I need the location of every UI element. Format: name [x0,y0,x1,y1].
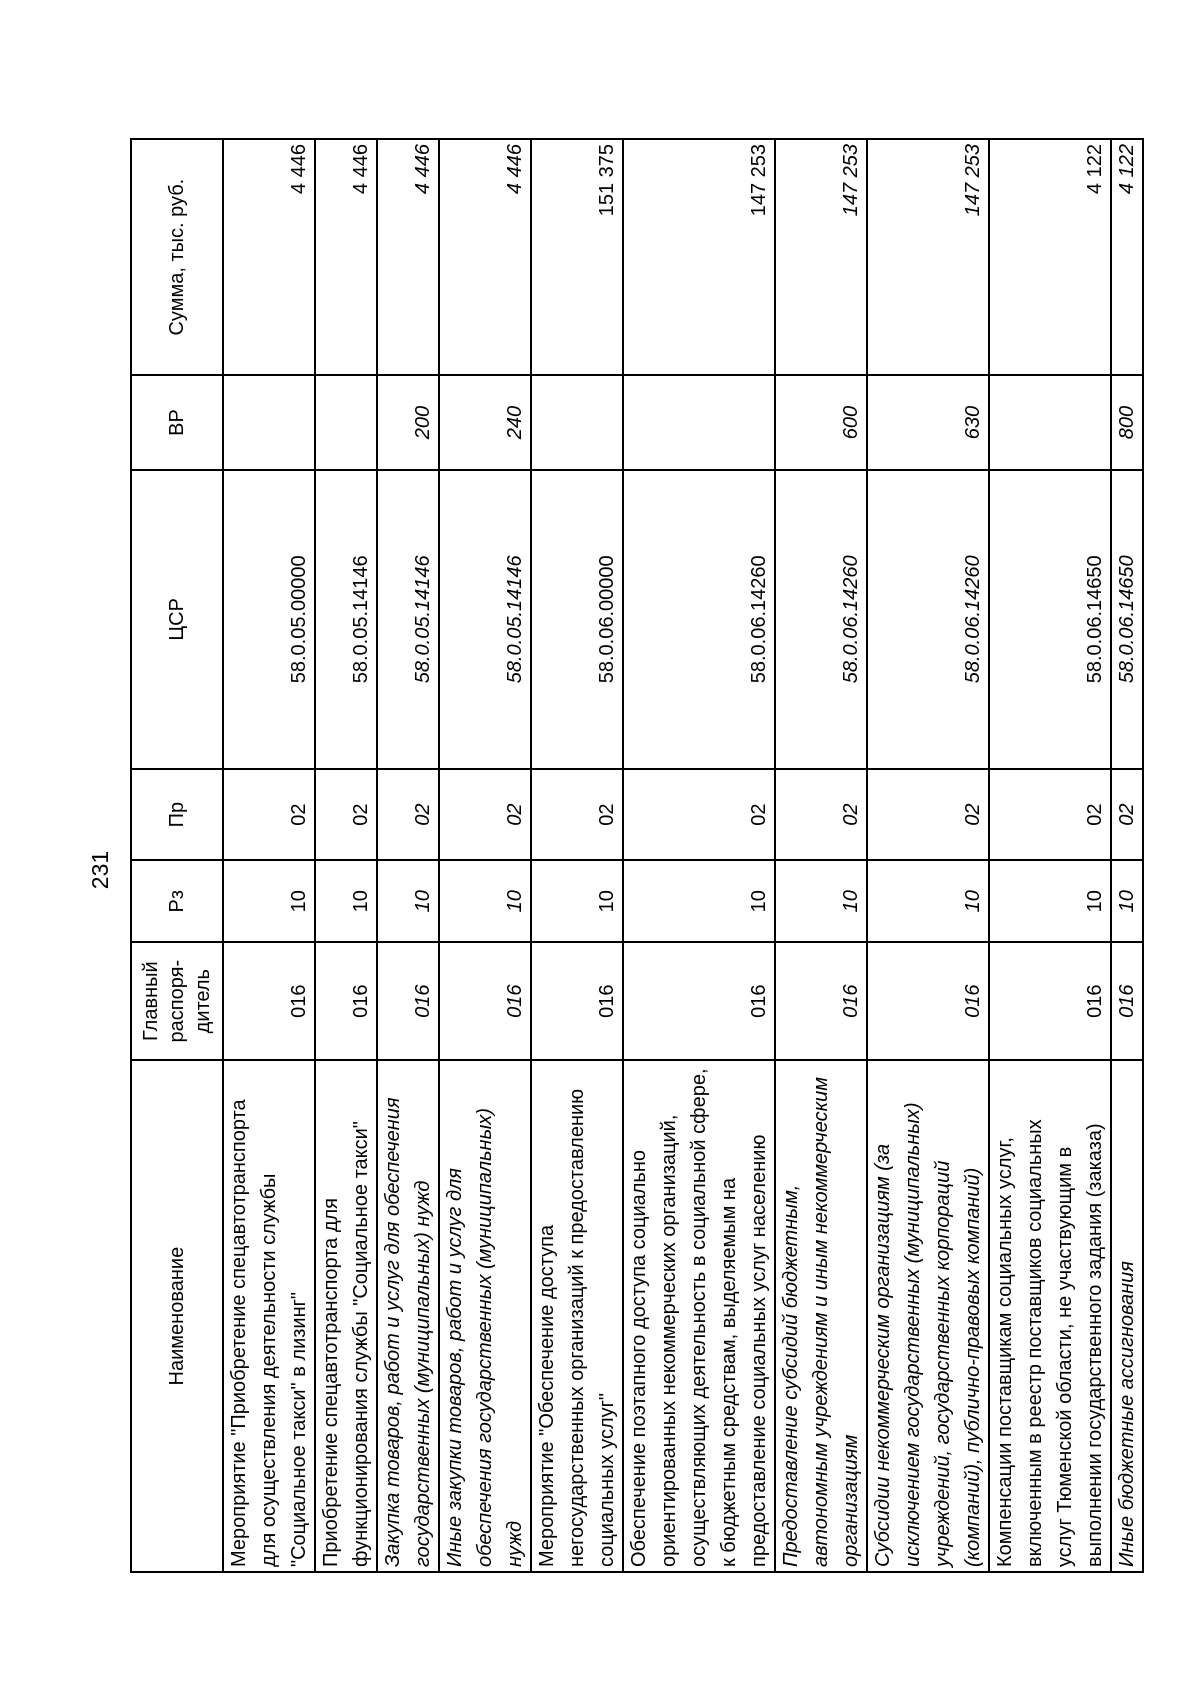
row-csr-cell: 58.0.06.14650 [1111,470,1143,769]
row-rz-cell: 10 [775,860,867,942]
row-rz-cell: 10 [439,860,531,942]
row-vr-cell [223,375,315,469]
header-vr: ВР [131,375,223,469]
row-gr-cell: 016 [439,942,531,1060]
table-row [377,139,439,1572]
row-name-cell: Субсидии некоммерческим организациям (за исключением государственных (муниципальных) учреждений, государственных корпораций (компаний), публично-правовых компаний) [867,1060,989,1572]
row-vr-cell: 630 [867,375,989,469]
table-row [623,139,775,1572]
table-row [1111,139,1143,1572]
page-number: 231 [87,850,113,890]
row-name-cell: Приобретение спецавтотранспорта для функционирования службы "Социальное такси" [315,1060,377,1572]
row-sum-cell: 147 253 [623,139,775,375]
row-csr-cell: 58.0.06.14650 [989,470,1111,769]
row-rz-cell: 10 [989,860,1111,942]
row-vr-cell: 800 [1111,375,1143,469]
row-gr-cell: 016 [377,942,439,1060]
row-csr-cell: 58.0.05.00000 [223,470,315,769]
row-sum-cell: 4 446 [315,139,377,375]
header-gr: Главный распоря-дитель [131,942,223,1060]
row-pr-cell: 02 [775,769,867,860]
row-rz-cell: 10 [1111,860,1143,942]
row-sum-cell: 147 253 [775,139,867,375]
row-name-cell: Мероприятие "Приобретение спецавтотранспорта для осуществления деятельности службы "Социальное такси" в лизинг" [223,1060,315,1572]
budget-table [130,138,1144,1573]
row-rz-cell: 10 [623,860,775,942]
row-sum-cell: 4 446 [439,139,531,375]
row-sum-cell: 151 375 [531,139,623,375]
row-gr-cell: 016 [1111,942,1143,1060]
row-rz-cell: 10 [531,860,623,942]
row-name-cell: Мероприятие "Обеспечение доступа негосударственных организаций к предоставлению социальных услуг" [531,1060,623,1572]
row-rz-cell: 10 [377,860,439,942]
row-gr-cell: 016 [989,942,1111,1060]
row-rz-cell: 10 [223,860,315,942]
row-gr-cell: 016 [531,942,623,1060]
row-pr-cell: 02 [531,769,623,860]
row-gr-cell: 016 [223,942,315,1060]
row-vr-cell [623,375,775,469]
row-name-cell: Иные бюджетные ассигнования [1111,1060,1143,1572]
row-vr-cell: 600 [775,375,867,469]
header-rz: Рз [131,860,223,942]
row-name-cell: Обеспечение поэтапного доступа социально ориентированных некоммерческих организаций, осуществляющих деятельность в социальной сфере, к бюджетным средствам, выделяемым на предоставление социальных услуг населению [623,1060,775,1572]
table-row [989,139,1111,1572]
row-csr-cell: 58.0.06.00000 [531,470,623,769]
row-gr-cell: 016 [867,942,989,1060]
row-pr-cell: 02 [315,769,377,860]
row-pr-cell: 02 [377,769,439,860]
row-gr-cell: 016 [623,942,775,1060]
row-pr-cell: 02 [867,769,989,860]
row-sum-cell: 4 122 [1111,139,1143,375]
row-sum-cell: 4 446 [223,139,315,375]
row-vr-cell [531,375,623,469]
row-vr-cell: 240 [439,375,531,469]
header-pr: Пр [131,769,223,860]
table-row [775,139,867,1572]
header-name: Наименование [131,1060,223,1572]
row-pr-cell: 02 [623,769,775,860]
row-rz-cell: 10 [867,860,989,942]
table-row [439,139,531,1572]
row-csr-cell: 58.0.06.14260 [623,470,775,769]
row-vr-cell: 200 [377,375,439,469]
row-vr-cell [989,375,1111,469]
row-gr-cell: 016 [315,942,377,1060]
row-name-cell: Иные закупки товаров, работ и услуг для обеспечения государственных (муниципальных) нужд [439,1060,531,1572]
row-gr-cell: 016 [775,942,867,1060]
row-pr-cell: 02 [989,769,1111,860]
table-row [531,139,623,1572]
row-csr-cell: 58.0.05.14146 [315,470,377,769]
row-csr-cell: 58.0.06.14260 [775,470,867,769]
header-csr: ЦСР [131,470,223,769]
row-pr-cell: 02 [439,769,531,860]
row-vr-cell [315,375,377,469]
header-sum: Сумма, тыс. руб. [131,139,223,375]
row-sum-cell: 147 253 [867,139,989,375]
row-rz-cell: 10 [315,860,377,942]
row-name-cell: Закупка товаров, работ и услуг для обеспечения государственных (муниципальных) нужд [377,1060,439,1572]
table-header-row [131,139,223,1572]
row-sum-cell: 4 446 [377,139,439,375]
row-sum-cell: 4 122 [989,139,1111,375]
row-pr-cell: 02 [223,769,315,860]
table-row [223,139,315,1572]
table-row [867,139,989,1572]
row-csr-cell: 58.0.05.14146 [377,470,439,769]
table-container [130,138,1138,1573]
row-csr-cell: 58.0.06.14260 [867,470,989,769]
table-row [315,139,377,1572]
row-pr-cell: 02 [1111,769,1143,860]
row-csr-cell: 58.0.05.14146 [439,470,531,769]
row-name-cell: Предоставление субсидий бюджетным, автономным учреждениям и иным некоммерческим организациям [775,1060,867,1572]
row-name-cell: Компенсации поставщикам социальных услуг, включенным в реестр поставщиков социальных услуг Тюменской области, не участвующим в выполнении государственного задания (заказа) [989,1060,1111,1572]
